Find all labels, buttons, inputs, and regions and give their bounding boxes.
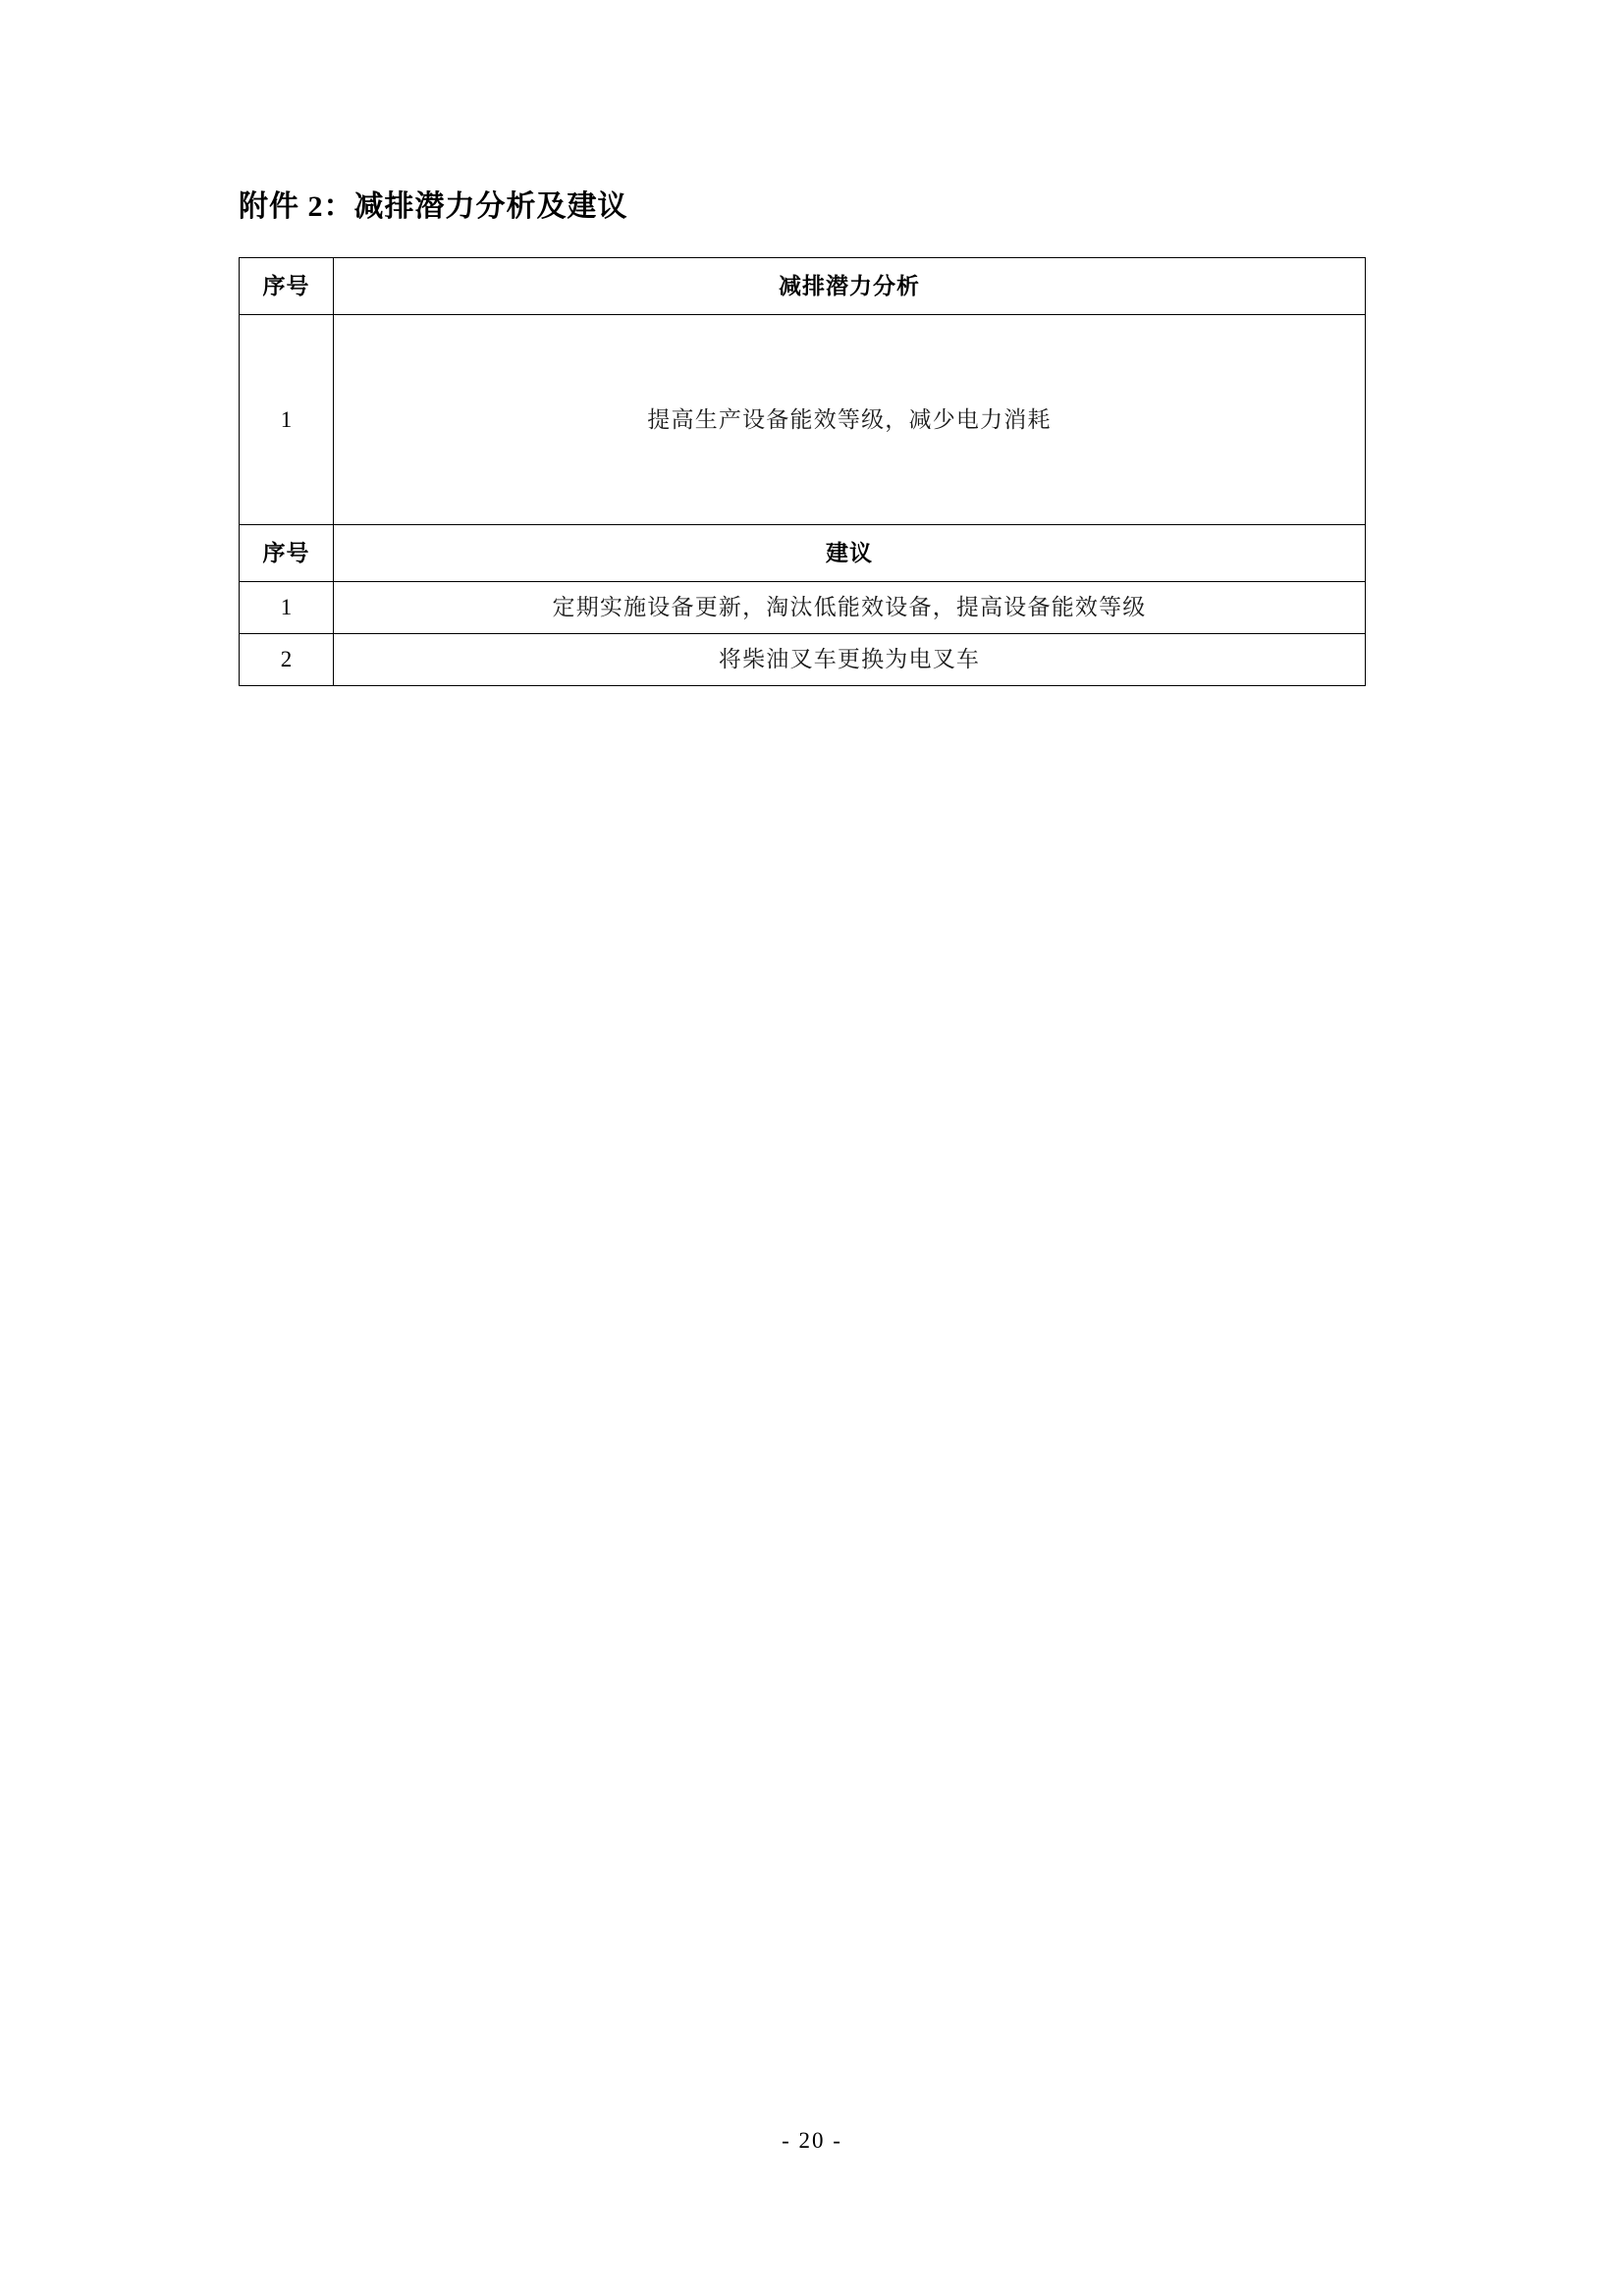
- emission-reduction-table: [239, 257, 1366, 686]
- page-footer-number: - 20 -: [782, 2128, 842, 2153]
- column-header-analysis: 减排潜力分析: [334, 258, 1366, 315]
- table-row: [240, 634, 1366, 686]
- table-header-row-suggestion: [240, 525, 1366, 582]
- page-content: [239, 182, 1366, 686]
- table-header-row-analysis: [240, 258, 1366, 315]
- column-header-suggestion: 建议: [334, 525, 1366, 582]
- column-header-index: 序号: [240, 258, 334, 315]
- table-row: [240, 582, 1366, 634]
- row-index: 2: [240, 634, 334, 686]
- table-row: [240, 315, 1366, 525]
- row-analysis-text: 提高生产设备能效等级，减少电力消耗: [334, 315, 1366, 525]
- column-header-index: 序号: [240, 525, 334, 582]
- row-suggestion-text: 将柴油叉车更换为电叉车: [334, 634, 1366, 686]
- page-title: 附件 2：减排潜力分析及建议: [239, 190, 628, 223]
- row-suggestion-text: 定期实施设备更新，淘汰低能效设备，提高设备能效等级: [334, 582, 1366, 634]
- row-index: 1: [240, 315, 334, 525]
- row-index: 1: [240, 582, 334, 634]
